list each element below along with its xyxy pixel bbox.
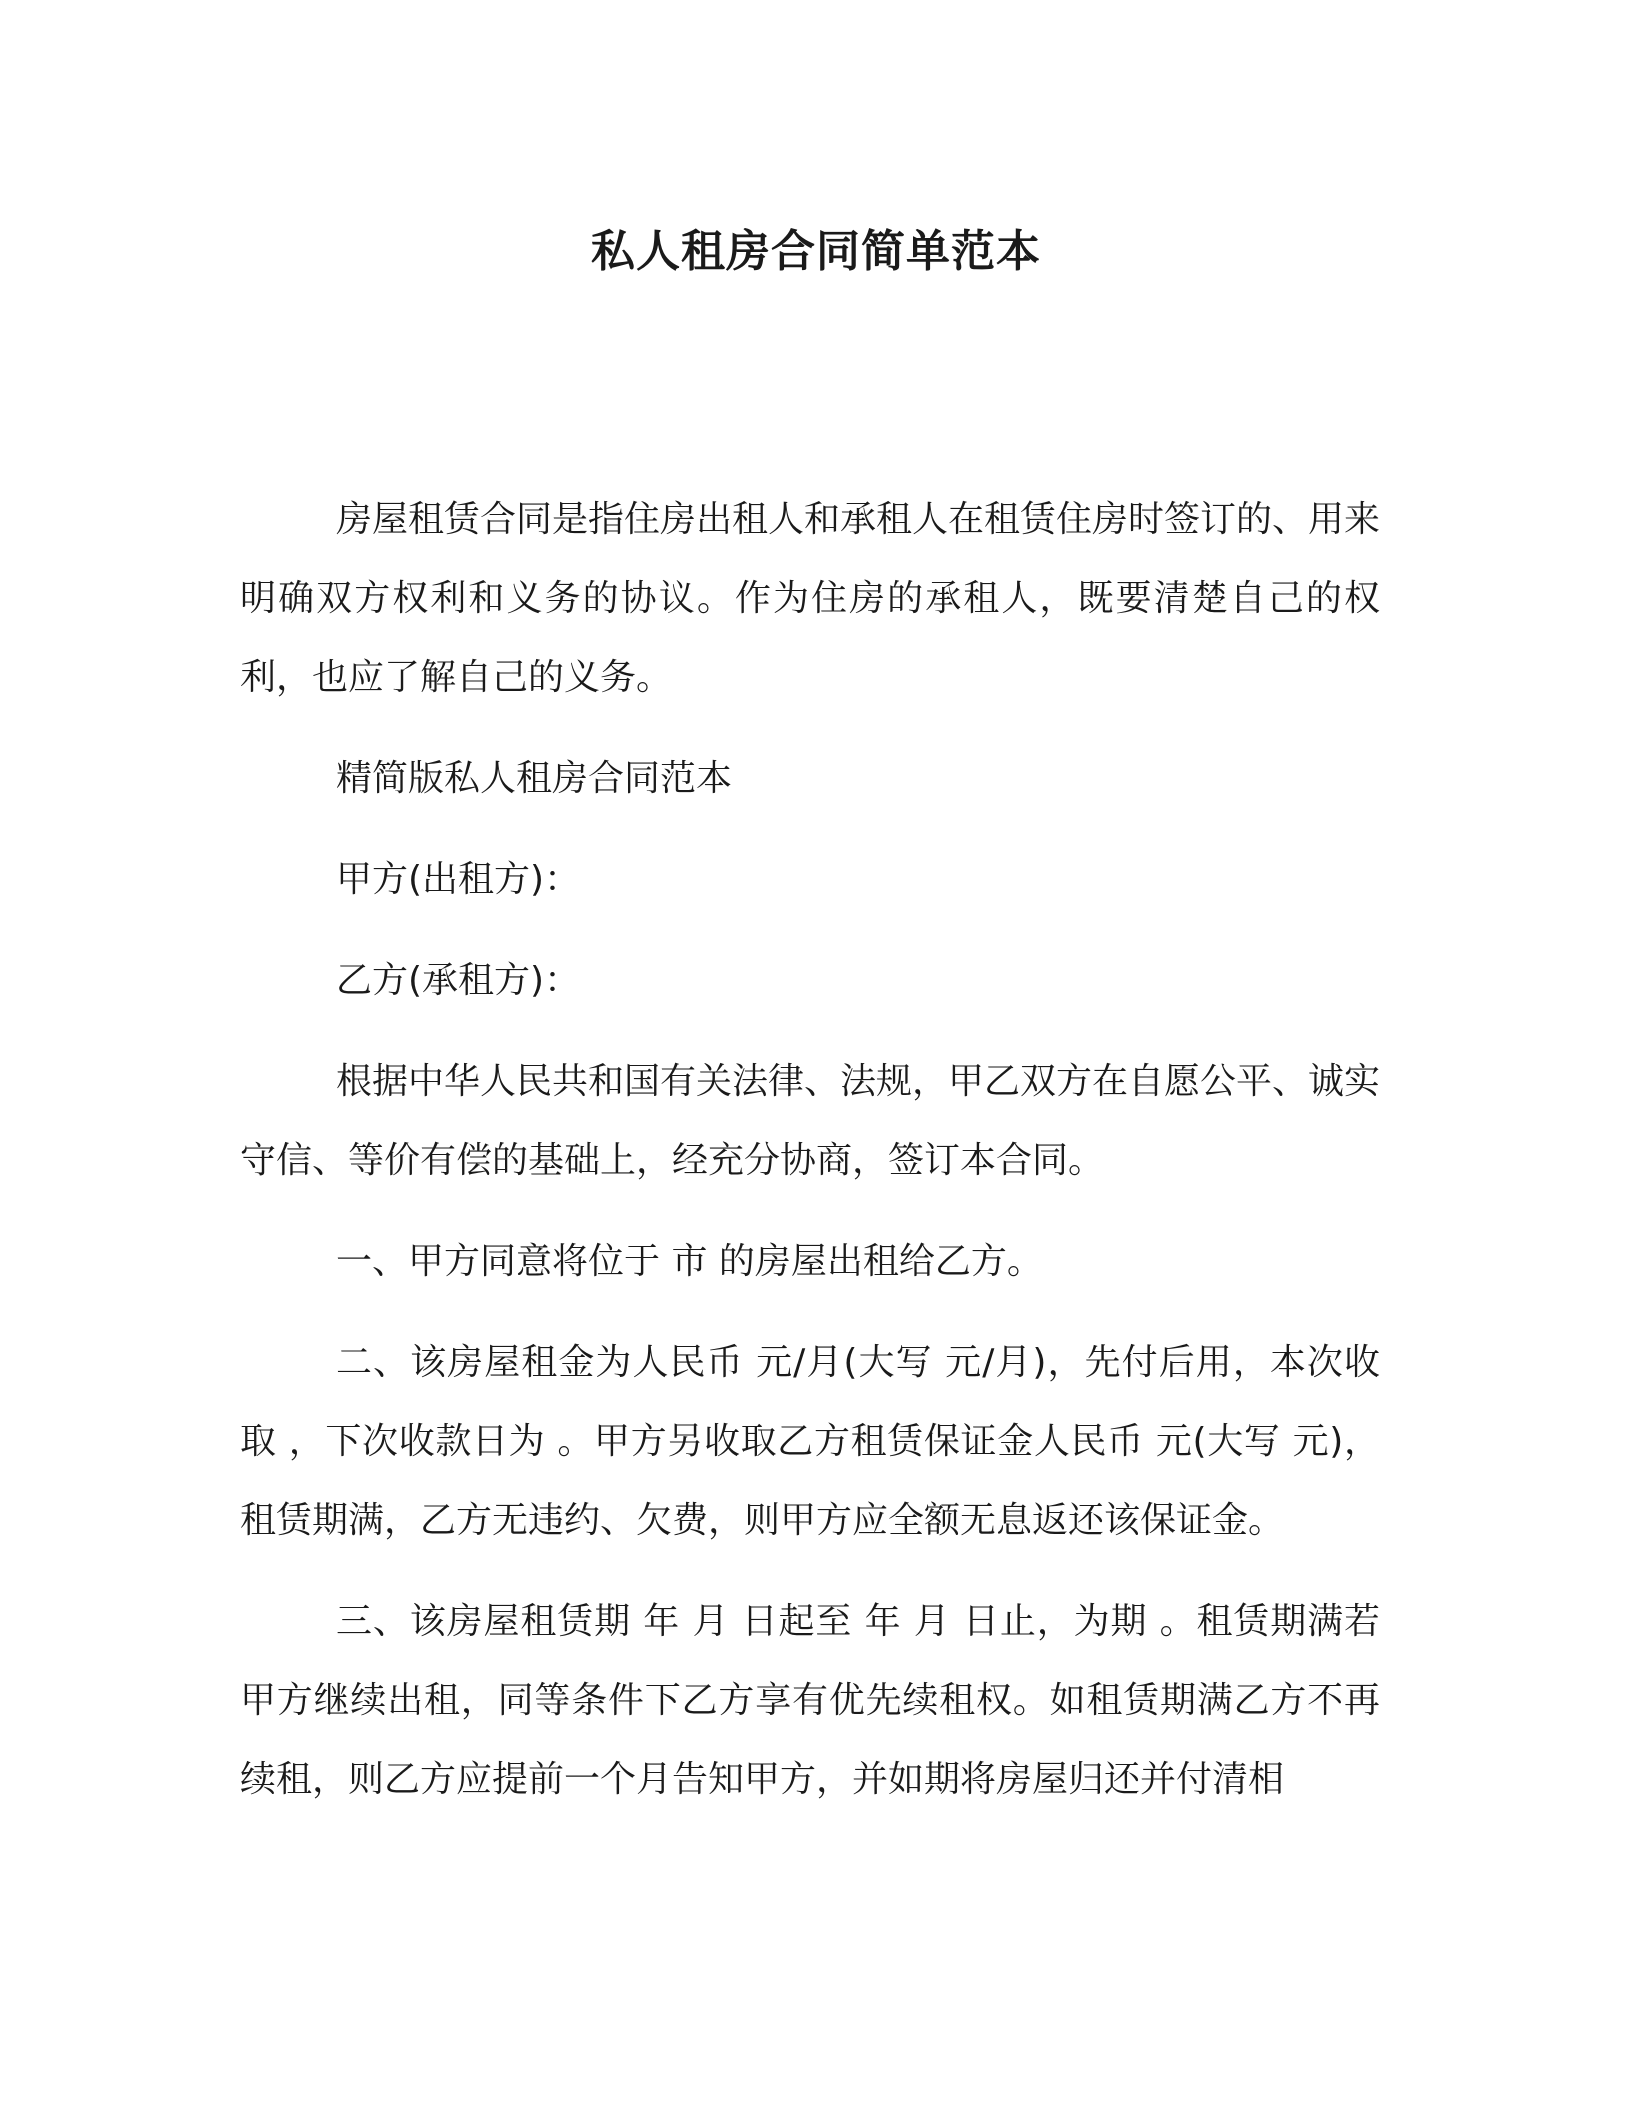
- document-title: 私人租房合同简单范本: [591, 226, 1041, 277]
- clause-1: 一、甲方同意将位于 市 的房屋出租给乙方。: [336, 1241, 1043, 1282]
- subtitle-paragraph: 精简版私人租房合同范本: [336, 758, 733, 799]
- party-b-line: 乙方(承租方)：: [336, 960, 581, 1001]
- clause-3: 三、该房屋租赁期 年 月 日起至 年 月 日止，为期 。租赁期满若甲方继续出租，同等条件下乙方享有优先续租权。如租赁期满乙方不再续租，则乙方应提前一个月告知甲方，并如期将房屋归还并付清相: [240, 1601, 1380, 1800]
- party-a-line: 甲方(出租方)：: [336, 859, 581, 900]
- preamble-paragraph: 根据中华人民共和国有关法律、法规，甲乙双方在自愿公平、诚实守信、等价有偿的基础上，经充分协商，签订本合同。: [240, 1061, 1381, 1181]
- intro-paragraph: 房屋租赁合同是指住房出租人和承租人在租赁住房时签订的、用来明确双方权利和义务的协议。作为住房的承租人，既要清楚自己的权利，也应了解自己的义务。: [240, 499, 1381, 698]
- document-body: [240, 480, 1380, 1841]
- clause-2: 二、该房屋租金为人民币 元/月(大写 元/月)，先付后用，本次收取 ，下次收款日为 。甲方另收取乙方租赁保证金人民币 元(大写 元)，租赁期满，乙方无违约、欠费，则甲方应全额无息返还该保证金。: [240, 1342, 1380, 1541]
